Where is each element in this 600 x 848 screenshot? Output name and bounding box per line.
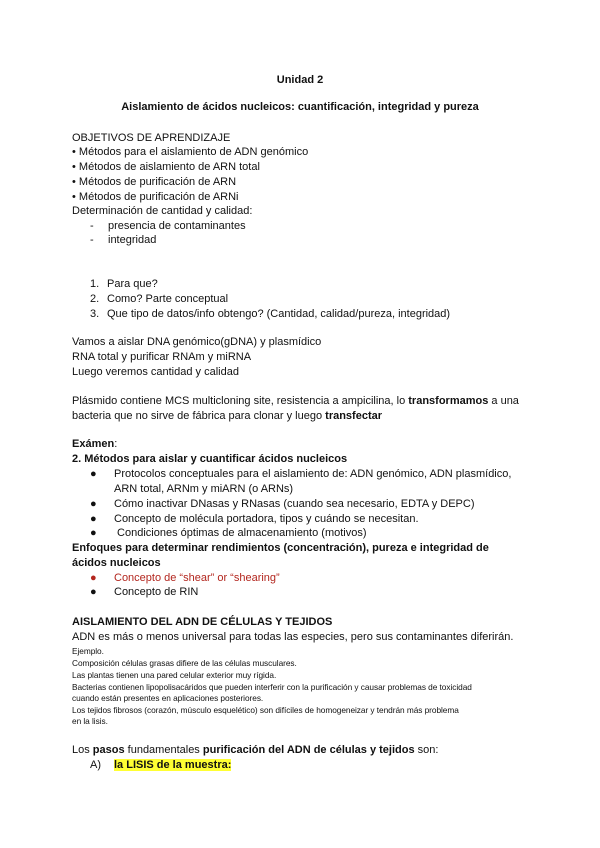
sub-item: integridad — [108, 234, 157, 246]
small-note: Los tejidos fibrosos (corazón, músculo esquelético) son difíciles de homogeneizar y tendrán más problema — [72, 705, 459, 715]
steps-text: fundamentales — [124, 744, 203, 756]
plasmid-line — [72, 395, 519, 408]
concept-text: Concepto de RIN — [114, 586, 199, 598]
objective-item: • Métodos para el aislamiento de ADN genómico — [72, 146, 309, 158]
plasmid-bold: transfectar — [325, 410, 383, 422]
bullet-text: Condiciones óptimas de almacenamiento (motivos) — [114, 527, 367, 539]
question-item — [90, 293, 228, 306]
bullet-text: Cómo inactivar DNasas y RNasas (cuando sea necesario, EDTA y DEPC) — [114, 498, 475, 510]
objective-item: • Métodos de aislamiento de ARN total — [72, 161, 260, 173]
exam-section-title: 2. Métodos para aislar y cuantificar ácidos nucleicos — [72, 453, 348, 465]
question-text: Como? Parte conceptual — [107, 293, 229, 305]
exam-label: Exámen — [72, 438, 115, 450]
unit-title: Unidad 2 — [276, 74, 324, 86]
sub-item: presencia de contaminantes — [108, 220, 246, 232]
steps-text: son: — [414, 744, 439, 756]
question-number: 1. — [90, 278, 100, 290]
question-number: 2. — [90, 293, 100, 305]
small-note: Bacterias contienen lipopolisacáridos que pueden interferir con la purificación y causar problemas de toxicidad — [72, 682, 472, 692]
bullet-marker: ● — [90, 498, 97, 510]
bullet-marker: ● — [90, 572, 97, 584]
step-marker: A) — [90, 759, 101, 771]
exam-colon: : — [114, 438, 118, 450]
question-item — [90, 278, 158, 291]
step-a-text: la LISIS de la muestra: — [114, 759, 232, 771]
step-a — [90, 759, 231, 772]
small-note: Ejemplo. — [72, 646, 104, 656]
isolation-heading: AISLAMIENTO DEL ADN DE CÉLULAS Y TEJIDOS — [72, 616, 333, 628]
objective-item: • Métodos de purificación de ARN — [72, 176, 237, 188]
bullet-marker: ● — [90, 527, 97, 539]
exam-bullet-item — [90, 498, 475, 511]
small-note: Las plantas tienen una pared celular exterior muy rígida. — [72, 670, 277, 680]
bullet-text: Concepto de molécula portadora, tipos y cuándo se necesitan. — [114, 513, 419, 525]
bullet-continuation: ARN total, ARNm y miARN (o ARNs) — [114, 483, 294, 495]
concept-item — [90, 572, 280, 585]
question-item — [90, 308, 450, 321]
document-title: Aislamiento de ácidos nucleicos: cuantificación, integridad y pureza — [121, 101, 479, 113]
plasmid-line — [72, 410, 382, 423]
exam-bullet-item — [90, 468, 511, 481]
bullet-marker: ● — [90, 513, 97, 525]
plan-line: RNA total y purificar RNAm y miRNA — [72, 351, 252, 363]
steps-bold: purificación del ADN de células y tejidos — [202, 744, 415, 756]
question-number: 3. — [90, 308, 100, 320]
steps-bold: pasos — [92, 744, 125, 756]
plasmid-text: Plásmido contiene MCS multicloning site, resistencia a ampicilina, lo — [72, 395, 409, 407]
exam-bullet-item — [90, 527, 367, 540]
objective-item: • Métodos de purificación de ARNi — [72, 191, 239, 203]
concept-item — [90, 586, 198, 599]
approaches-heading: ácidos nucleicos — [72, 557, 161, 569]
bullet-text: Protocolos conceptuales para el aislamiento de: ADN genómico, ADN plasmídico, — [114, 468, 512, 480]
steps-text: Los — [72, 744, 93, 756]
objectives-heading: OBJETIVOS DE APRENDIZAJE — [72, 132, 231, 144]
concept-text: Concepto de “shear” or “shearing” — [114, 572, 280, 584]
exam-label-line — [72, 438, 117, 451]
small-note: Composición células grasas difiere de las células musculares. — [72, 658, 297, 668]
question-text: Para que? — [107, 278, 158, 290]
small-note: cuando están presentes en aplicaciones posteriores. — [72, 693, 264, 703]
question-text: Que tipo de datos/info obtengo? (Cantidad, calidad/pureza, integridad) — [107, 308, 451, 320]
approaches-heading: Enfoques para determinar rendimientos (concentración), pureza e integridad de — [72, 542, 489, 554]
bullet-marker: ● — [90, 468, 97, 480]
plan-line: Vamos a aislar DNA genómico(gDNA) y plasmídico — [72, 336, 322, 348]
plasmid-bold: transformamos — [408, 395, 489, 407]
exam-bullet-item — [90, 513, 419, 526]
steps-line — [72, 744, 438, 757]
determination-line: Determinación de cantidad y calidad: — [72, 205, 253, 217]
dash-marker: - — [90, 234, 94, 246]
plasmid-text: a una — [488, 395, 519, 407]
dash-marker: - — [90, 220, 94, 232]
bullet-marker: ● — [90, 586, 97, 598]
plasmid-text: bacteria que no sirve de fábrica para clonar y luego — [72, 410, 326, 422]
isolation-intro: ADN es más o menos universal para todas las especies, pero sus contaminantes diferirán. — [72, 631, 514, 643]
small-note: en la lisis. — [72, 716, 108, 726]
plan-line: Luego veremos cantidad y calidad — [72, 366, 239, 378]
